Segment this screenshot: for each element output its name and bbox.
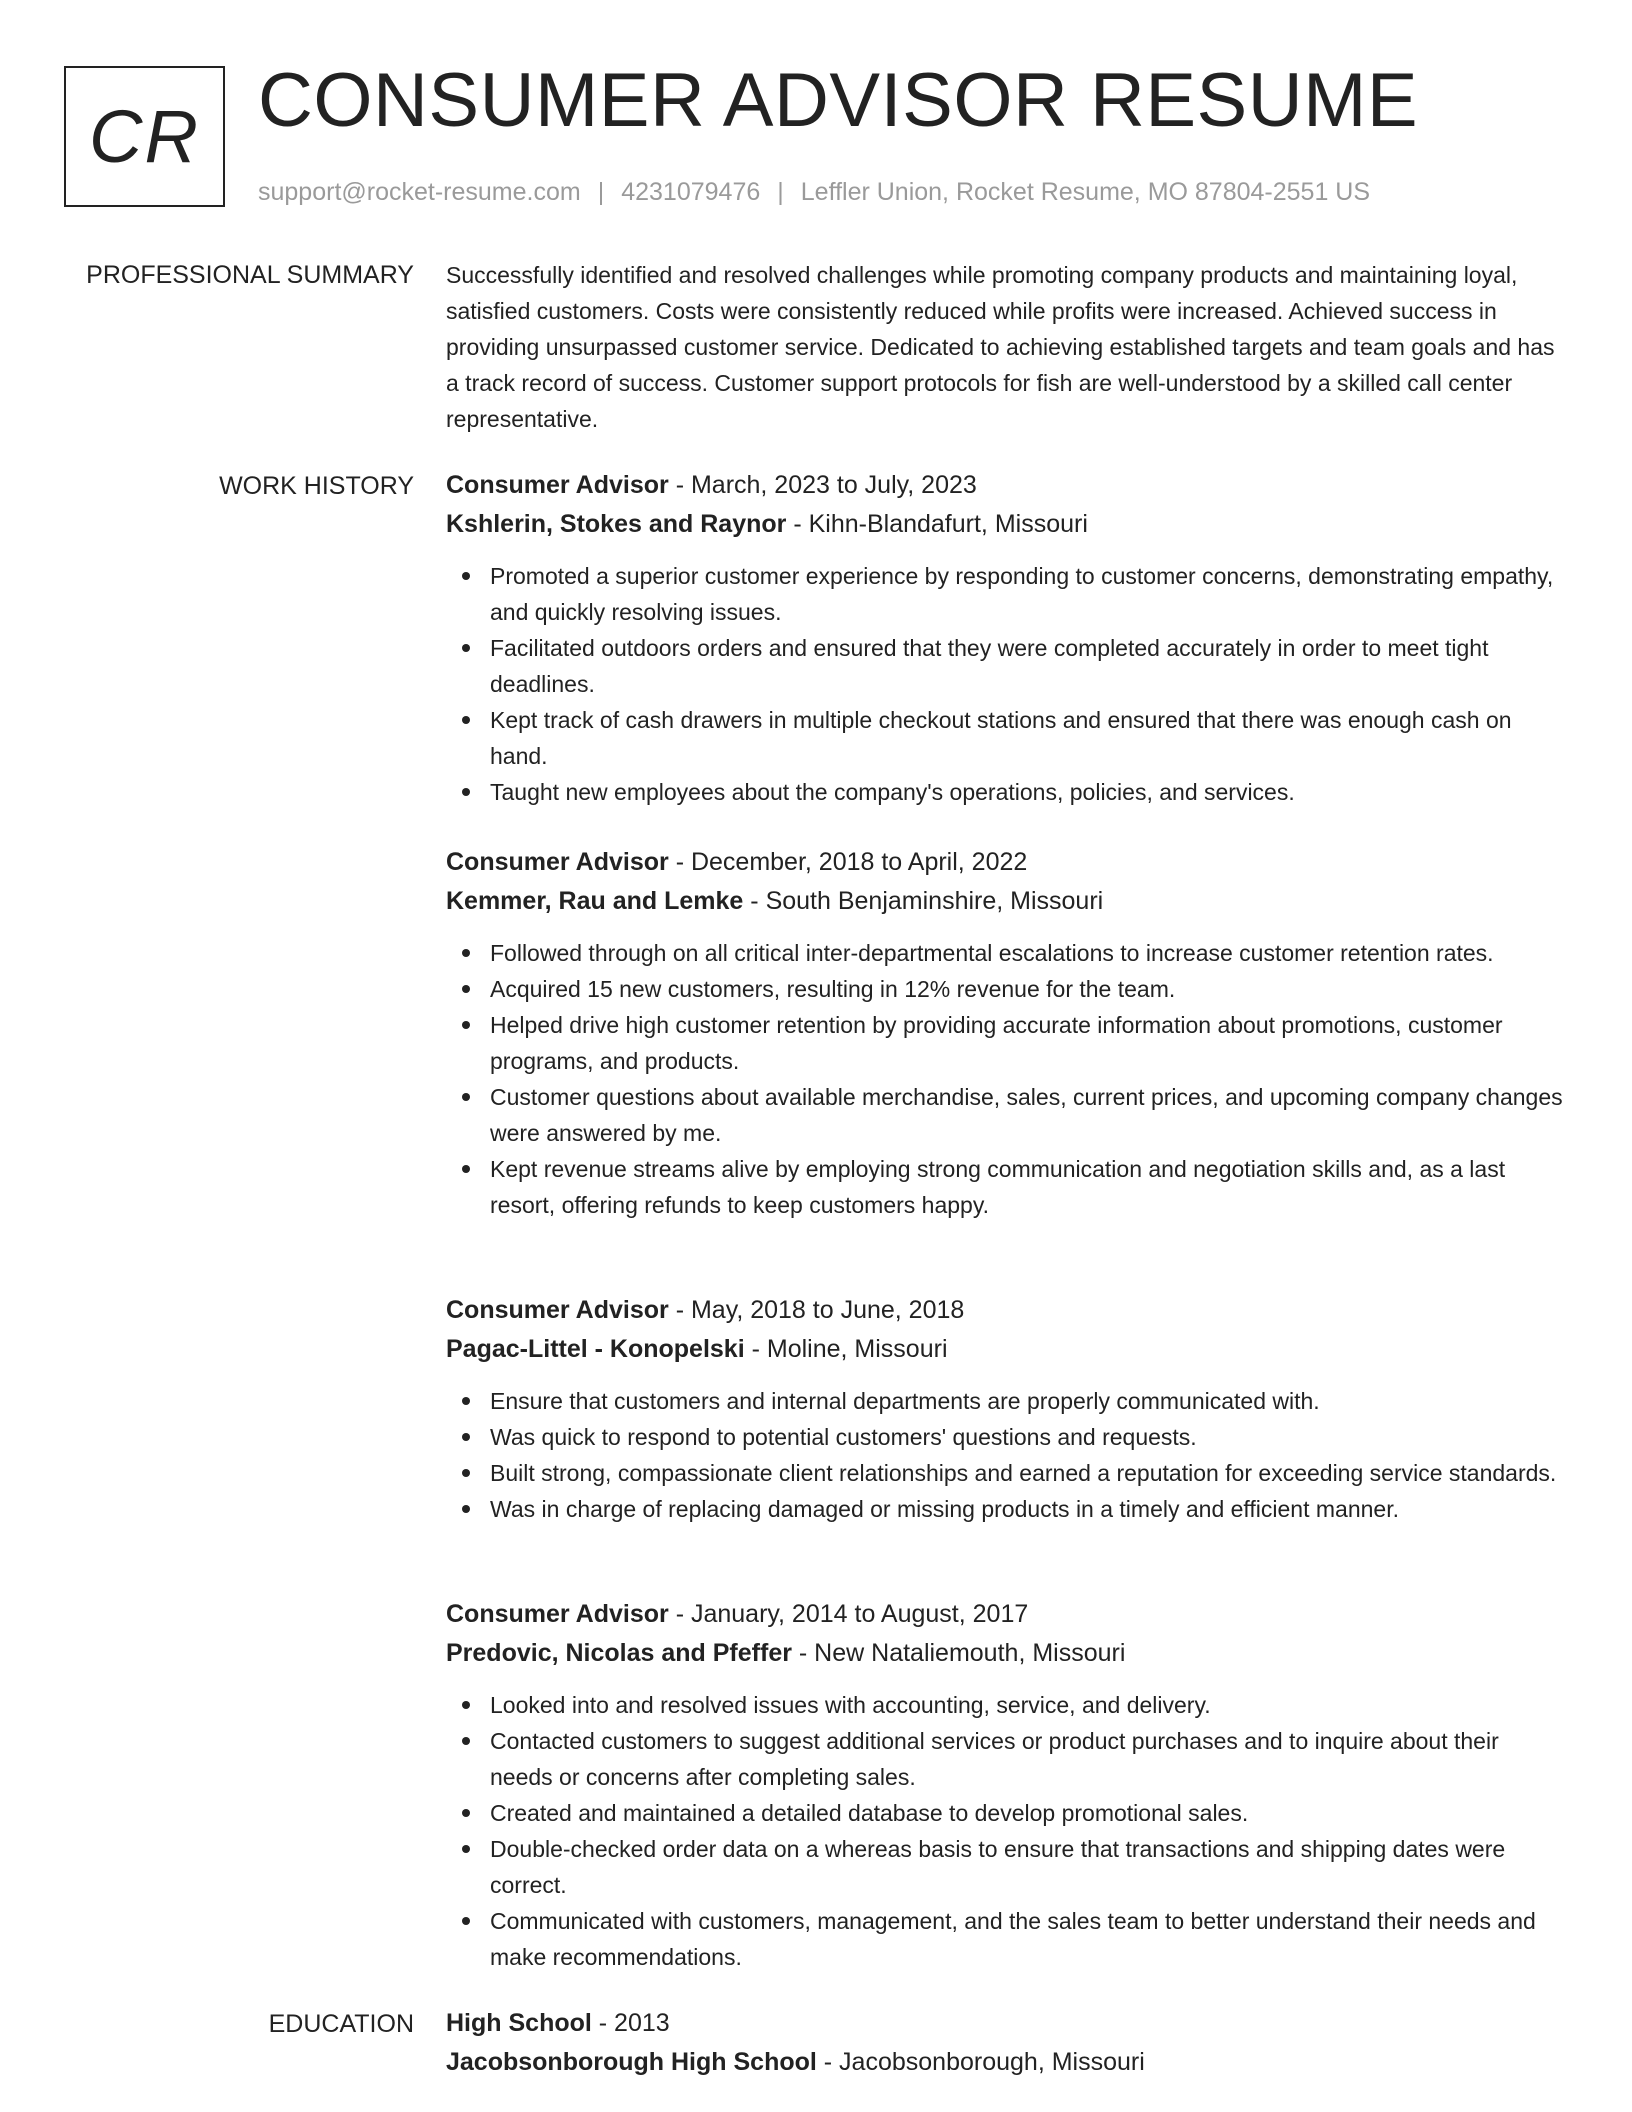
- job-bullets: [446, 1687, 1566, 1975]
- job-company-line: [446, 1634, 1566, 1673]
- education-entry: [446, 2004, 1566, 2082]
- bullet-dot: [462, 1093, 470, 1101]
- bullet-item: [490, 1007, 1566, 1079]
- bullet-dot: [462, 788, 470, 796]
- bullet-text: Kept revenue streams alive by employing strong communication and negotiation skills and, as a last resort, offering refunds to keep customers happy.: [490, 1156, 1506, 1218]
- education-year: - 2013: [598, 2009, 670, 2037]
- bullet-item: [490, 1383, 1566, 1419]
- job-dates: - May, 2018 to June, 2018: [675, 1296, 965, 1324]
- bullet-dot: [462, 1917, 470, 1925]
- job-location: - Kihn-Blandafurt, Missouri: [793, 510, 1088, 538]
- job-company: Kemmer, Rau and Lemke: [446, 887, 744, 915]
- job-bullets: [446, 1383, 1566, 1527]
- bullet-text: Taught new employees about the company's operations, policies, and services.: [490, 779, 1295, 805]
- section-label-education: EDUCATION: [268, 2010, 414, 2038]
- job-bullets: [446, 935, 1566, 1223]
- job-company-line: [446, 505, 1566, 544]
- monogram-logo: [64, 66, 225, 207]
- job-company: Predovic, Nicolas and Pfeffer: [446, 1639, 792, 1667]
- bullet-dot: [462, 1165, 470, 1173]
- education-degree-line: [446, 2004, 1566, 2043]
- bullet-text: Helped drive high customer retention by providing accurate information about promotions, customer programs, and products.: [490, 1012, 1503, 1074]
- bullet-dot: [462, 985, 470, 993]
- bullet-dot: [462, 1469, 470, 1477]
- contact-phone: 4231079476: [621, 178, 761, 206]
- bullet-item: [490, 1491, 1566, 1527]
- bullet-dot: [462, 644, 470, 652]
- bullet-item: [490, 1079, 1566, 1151]
- summary-text: Successfully identified and resolved challenges while promoting company products and maintaining loyal, satisfied customers. Costs were consistently reduced while profits were increased. Achieved success in providing unsurpassed customer service. Dedicated to achieving established targets and team goals and has a track record of success. Customer support protocols for fish are well-understood by a skilled call center representative.: [446, 262, 1555, 432]
- summary-section: [446, 257, 1566, 437]
- education-school: Jacobsonborough High School: [446, 2048, 817, 2076]
- job-title: Consumer Advisor: [446, 471, 669, 499]
- job-entry: [446, 1291, 1566, 1527]
- job-title: Consumer Advisor: [446, 848, 669, 876]
- job-entry: [446, 466, 1566, 810]
- bullet-text: Built strong, compassionate client relationships and earned a reputation for exceeding service standards.: [490, 1460, 1557, 1486]
- bullet-dot: [462, 1701, 470, 1709]
- bullet-dot: [462, 1505, 470, 1513]
- education-location: - Jacobsonborough, Missouri: [823, 2048, 1145, 2076]
- job-location: - South Benjaminshire, Missouri: [750, 887, 1104, 915]
- contact-email: support@rocket-resume.com: [258, 178, 581, 206]
- bullet-dot: [462, 1845, 470, 1853]
- bullet-item: [490, 971, 1566, 1007]
- bullet-text: Facilitated outdoors orders and ensured that they were completed accurately in order to meet tight deadlines.: [490, 635, 1489, 697]
- bullet-item: [490, 1795, 1566, 1831]
- bullet-text: Double-checked order data on a whereas basis to ensure that transactions and shipping dates were correct.: [490, 1836, 1506, 1898]
- job-entry: [446, 1595, 1566, 1975]
- bullet-text: Looked into and resolved issues with accounting, service, and delivery.: [490, 1692, 1211, 1718]
- contact-separator: |: [597, 178, 605, 206]
- bullet-text: Ensure that customers and internal departments are properly communicated with.: [490, 1388, 1320, 1414]
- job-title-line: [446, 843, 1566, 882]
- bullet-text: Created and maintained a detailed database to develop promotional sales.: [490, 1800, 1249, 1826]
- job-title-line: [446, 1291, 1566, 1330]
- bullet-item: [490, 1903, 1566, 1975]
- job-title-line: [446, 466, 1566, 505]
- job-location: - Moline, Missouri: [751, 1335, 948, 1363]
- bullet-item: [490, 702, 1566, 774]
- bullet-item: [490, 630, 1566, 702]
- bullet-item: [490, 1419, 1566, 1455]
- bullet-dot: [462, 716, 470, 724]
- job-title: Consumer Advisor: [446, 1296, 669, 1324]
- job-company-line: [446, 1330, 1566, 1369]
- contact-line: [258, 176, 1370, 208]
- bullet-item: [490, 1687, 1566, 1723]
- bullet-dot: [462, 1809, 470, 1817]
- bullet-item: [490, 935, 1566, 971]
- bullet-text: Contacted customers to suggest additional services or product purchases and to inquire about their needs or concerns after completing sales.: [490, 1728, 1499, 1790]
- bullet-item: [490, 1723, 1566, 1795]
- bullet-text: Followed through on all critical inter-departmental escalations to increase customer retention rates.: [490, 940, 1494, 966]
- bullet-item: [490, 1831, 1566, 1903]
- job-dates: - December, 2018 to April, 2022: [675, 848, 1028, 876]
- bullet-dot: [462, 1737, 470, 1745]
- contact-address: Leffler Union, Rocket Resume, MO 87804-2551 US: [800, 178, 1371, 206]
- job-company-line: [446, 882, 1566, 921]
- bullet-text: Communicated with customers, management, and the sales team to better understand their needs and make recommendations.: [490, 1908, 1536, 1970]
- bullet-dot: [462, 949, 470, 957]
- job-title-line: [446, 1595, 1566, 1634]
- job-bullets: [446, 558, 1566, 810]
- bullet-dot: [462, 572, 470, 580]
- job-dates: - March, 2023 to July, 2023: [675, 471, 977, 499]
- monogram-initials: CR: [89, 95, 200, 178]
- bullet-text: Kept track of cash drawers in multiple checkout stations and ensured that there was enough cash on hand.: [490, 707, 1512, 769]
- bullet-item: [490, 774, 1566, 810]
- section-label-work-history: WORK HISTORY: [219, 472, 414, 500]
- bullet-dot: [462, 1021, 470, 1029]
- bullet-text: Was in charge of replacing damaged or missing products in a timely and efficient manner.: [490, 1496, 1399, 1522]
- bullet-text: Acquired 15 new customers, resulting in 12% revenue for the team.: [490, 976, 1176, 1002]
- education-school-line: [446, 2043, 1566, 2082]
- education-degree: High School: [446, 2009, 592, 2037]
- job-title: Consumer Advisor: [446, 1600, 669, 1628]
- resume-title: CONSUMER ADVISOR RESUME: [258, 58, 1419, 143]
- bullet-text: Customer questions about available merchandise, sales, current prices, and upcoming company changes were answered by me.: [490, 1084, 1563, 1146]
- bullet-dot: [462, 1433, 470, 1441]
- bullet-text: Promoted a superior customer experience by responding to customer concerns, demonstrating empathy, and quickly resolving issues.: [490, 563, 1554, 625]
- job-entry: [446, 843, 1566, 1223]
- job-location: - New Nataliemouth, Missouri: [798, 1639, 1126, 1667]
- job-company: Kshlerin, Stokes and Raynor: [446, 510, 787, 538]
- bullet-text: Was quick to respond to potential customers' questions and requests.: [490, 1424, 1197, 1450]
- job-company: Pagac-Littel - Konopelski: [446, 1335, 745, 1363]
- bullet-item: [490, 1455, 1566, 1491]
- section-label-summary: PROFESSIONAL SUMMARY: [86, 261, 414, 289]
- bullet-item: [490, 558, 1566, 630]
- bullet-item: [490, 1151, 1566, 1223]
- job-dates: - January, 2014 to August, 2017: [675, 1600, 1029, 1628]
- contact-separator: |: [777, 178, 784, 206]
- bullet-dot: [462, 1397, 470, 1405]
